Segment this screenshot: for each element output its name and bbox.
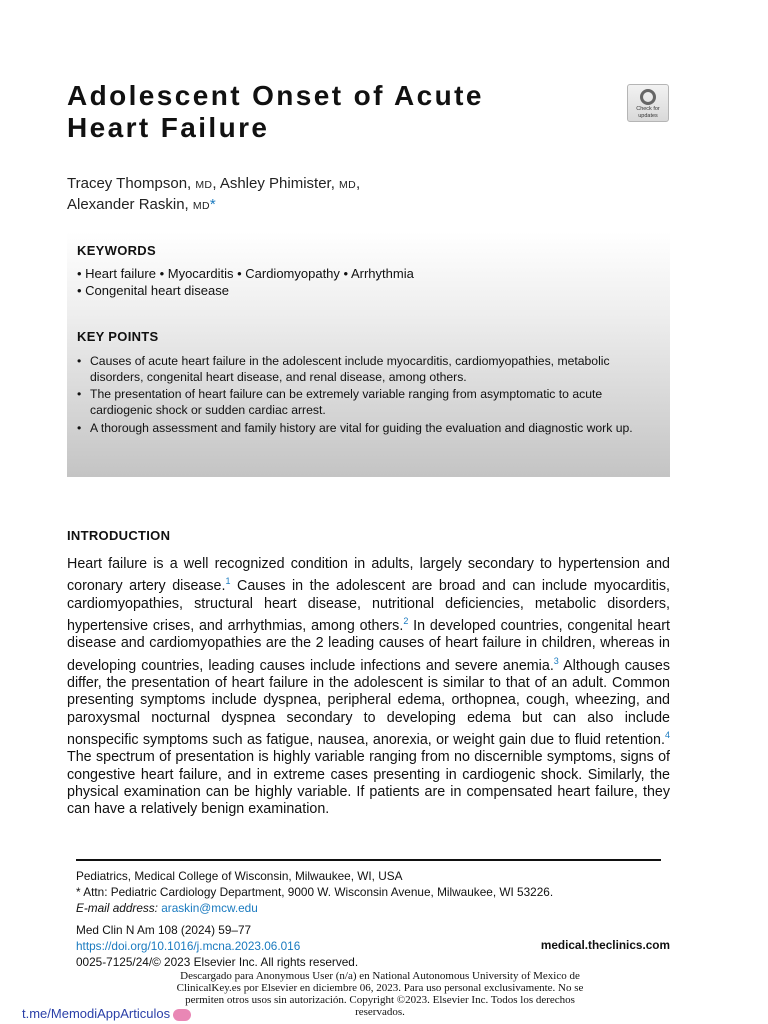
key-points-heading: KEY POINTS: [77, 329, 159, 344]
key-point-item: • The presentation of heart failure can be extremely variable ranging from asymptomatic to acute cardiogenic shock or sudden cardiac arrest.: [77, 387, 652, 418]
keywords-list: [77, 265, 657, 299]
author-sep: ,: [355, 175, 361, 192]
degree-3: MD: [192, 200, 210, 212]
reference-link[interactable]: 2: [403, 615, 409, 626]
check-for-updates-badge[interactable]: [627, 84, 669, 122]
reference-link[interactable]: 4: [664, 729, 670, 740]
author-2: , Ashley Phimister,: [212, 175, 340, 192]
download-notice-line: Descargado para Anonymous User (n/a) en National Autonomous University of Mexico de: [180, 970, 580, 982]
introduction-heading: INTRODUCTION: [67, 528, 171, 543]
telegram-watermark[interactable]: [22, 1006, 191, 1021]
footnote-divider: [76, 859, 661, 861]
intro-sentence: Heart failure is a well recognized condition in adults, largely secondary to hypertension and coronary artery disease.: [67, 556, 670, 595]
email-label: E-mail address:: [76, 901, 158, 915]
intro-sentence: Causes in the adolescent are broad and can include myocarditis, cardiomyopathies, structural heart disease, nutritional deficiencies, metabolic disorders, hypertensive crises, and arrhythmias, among others.: [67, 578, 670, 634]
reference-link[interactable]: 1: [225, 576, 231, 587]
title-line-2: Heart Failure: [67, 112, 270, 143]
keywords-line-1: • Heart failure • Myocarditis • Cardiomyopathy • Arrhythmia: [77, 266, 414, 281]
degree-2: MD: [339, 179, 356, 191]
author-3: Alexander Raskin,: [67, 196, 193, 213]
author-1: Tracey Thompson,: [67, 175, 196, 192]
download-notice-line: permiten otros usos sin autorización. Copyright ©2023. Elsevier Inc. Todos los derechos: [185, 994, 575, 1006]
key-point-item: • Causes of acute heart failure in the adolescent include myocarditis, cardiomyopathies, metabolic disorders, congenital heart disease, and renal disease, among others.: [77, 354, 652, 385]
journal-website[interactable]: medical.theclinics.com: [540, 938, 670, 952]
download-notice-line: reservados.: [355, 1006, 405, 1018]
download-notice: [140, 970, 620, 1018]
keywords-keypoints-box: [67, 232, 670, 477]
journal-citation: Med Clin N Am 108 (2024) 59–77: [76, 923, 252, 937]
key-points-list: [77, 354, 652, 439]
introduction-paragraph: [67, 556, 670, 819]
reference-link[interactable]: 3: [553, 655, 559, 666]
email-link[interactable]: araskin@mcw.edu: [161, 901, 258, 915]
email-line: [76, 900, 676, 916]
badge-text-1: Check for: [636, 106, 660, 112]
affiliation-line: Pediatrics, Medical College of Wisconsin, Milwaukee, WI, USA: [76, 869, 403, 883]
keywords-heading: KEYWORDS: [77, 243, 156, 258]
article-title: [67, 80, 607, 144]
author-list: [67, 174, 627, 216]
intro-sentence: In developed countries, congenital heart disease and cardiomyopathies are the 2 leading causes of heart failure in children, whereas in developing countries, leading causes include infections and severe anemia.: [67, 617, 670, 674]
degree-1: MD: [195, 179, 213, 191]
keywords-line-2: • Congenital heart disease: [77, 283, 229, 298]
check-updates-icon: [640, 89, 656, 105]
copyright-line: 0025-7125/24/© 2023 Elsevier Inc. All rights reserved.: [76, 955, 359, 969]
key-point-item: • A thorough assessment and family history are vital for guiding the evaluation and diagnostic work up.: [77, 421, 652, 437]
affiliation-block: [76, 868, 676, 916]
doi-link[interactable]: https://doi.org/10.1016/j.mcna.2023.06.016: [76, 939, 301, 953]
intro-sentence: Although causes differ, the presentation of heart failure in the adolescent is similar to that of an adult. Common presenting symptoms include dyspnea, peripheral edema, orthopnea, cough, wheezing, and paroxysmal nocturnal dyspnea secondary to developing edema but can also include nonspecific symptoms such as fatigue, nausea, anorexia, or weight gain due to fluid retention.: [67, 657, 670, 748]
title-line-1: Adolescent Onset of Acute: [67, 80, 484, 111]
download-notice-line: ClinicalKey.es por Elsevier en diciembre 06, 2023. Para uso personal exclusivamente. No se: [176, 982, 584, 994]
corresponding-author-mark[interactable]: *: [209, 196, 216, 213]
correspondence-line: * Attn: Pediatric Cardiology Department, 9000 W. Wisconsin Avenue, Milwaukee, WI 53226.: [76, 885, 554, 899]
watermark-text: t.me/MemodiAppArticulos: [22, 1006, 171, 1021]
brain-icon: [173, 1009, 191, 1021]
badge-text-2: updates: [638, 113, 658, 119]
intro-sentence: The spectrum of presentation is highly variable ranging from no discernible symptoms, signs of congestive heart failure, and in extreme cases presenting in cardiogenic shock. Similarly, the physical examination can be highly variable. If patients are in compensated heart failure, they can have a relatively benign examination.: [67, 749, 670, 818]
